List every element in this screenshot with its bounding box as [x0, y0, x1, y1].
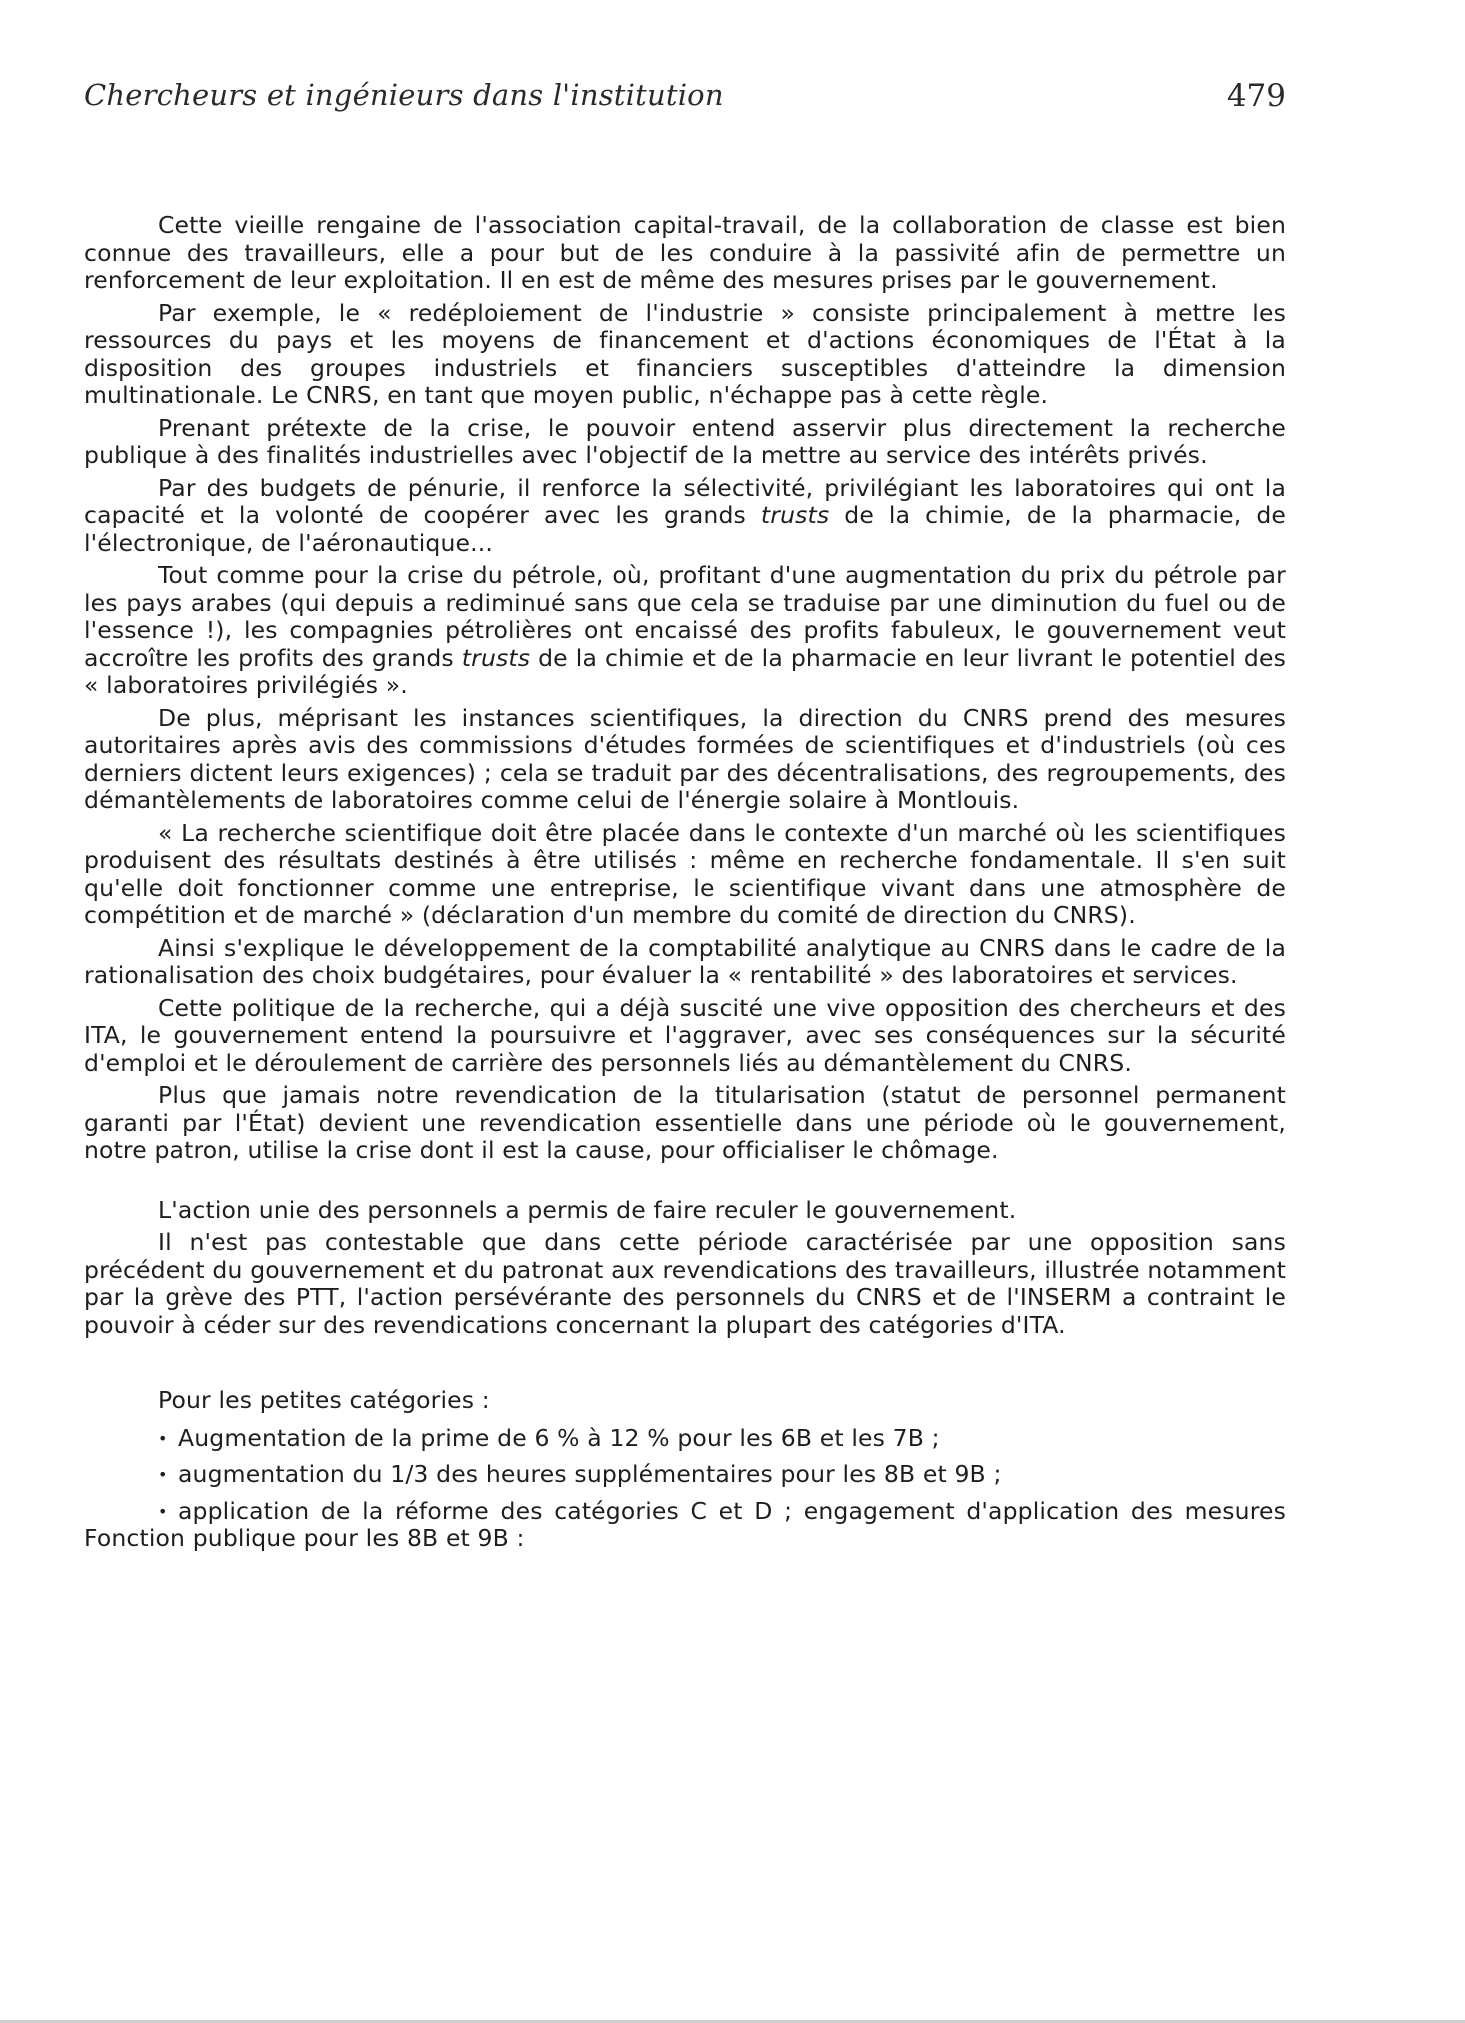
bullet-icon: • [158, 1428, 168, 1448]
paragraph: Ainsi s'explique le développement de la comptabilité analytique au CNRS dans le cadre de la rationalisation des choix budgétaires, pour évaluer la « rentabilité » des laboratoires et services. [84, 933, 1286, 989]
body-text [84, 212, 1286, 1562]
emphasized-word: trusts [461, 643, 531, 672]
paragraph: « La recherche scientifique doit être placée dans le contexte d'un marché où les scientifiques produisent des résultats destinés à être utilisés : même en recherche fondamentale. Il s'en suit qu'elle doit fonctionner comme une entreprise, le scientifique vivant dans une atmosphère de compétition et de marché » (déclaration d'un membre du comité de direction du CNRS). [84, 818, 1286, 929]
paragraph: Prenant prétexte de la crise, le pouvoir entend asservir plus directement la recherche publique à des finalités industrielles avec l'objectif de la mettre au service des intérêts privés. [84, 413, 1286, 469]
paragraph: Par des budgets de pénurie, il renforce la sélectivité, privilégiant les laboratoires qui ont la capacité et la volonté de coopérer avec les grands trusts de la chimie, de la pharmacie, de l'électronique, de l'aéronautique... [84, 473, 1287, 557]
running-title: Chercheurs et ingénieurs dans l'institution [84, 78, 724, 112]
list-item [84, 1425, 1286, 1453]
paragraph: Il n'est pas contestable que dans cette période caractérisée par une opposition sans précédent du gouvernement et du patronat aux revendications des travailleurs, illustrée notamment par la grève des PTT, l'action persévérante des personnels du CNRS et de l'INSERM a contraint le pouvoir à céder sur des revendications concernant la plupart des catégories d'ITA. [84, 1228, 1286, 1339]
paragraph: Tout comme pour la crise du pétrole, où, profitant d'une augmentation du prix du pétrole par les pays arabes (qui depuis a rediminué sans que cela se traduise par une diminution du fuel ou de l'essence !), les compagnies pétrolières ont encaissé des profits fabuleux, le gouvernement veut accroître les profits des grands trusts de la chimie et de la pharmacie en leur livrant le potentiel des « laboratoires privilégiés ». [84, 561, 1286, 699]
bullet-icon: • [158, 1501, 168, 1521]
paragraph: Par exemple, le « redéploiement de l'industrie » consiste principalement à mettre les ressources du pays et les moyens de financement et d'actions économiques de l'État à la disposition des groupes industriels et financiers susceptibles d'atteindre la dimension multinationale. Le CNRS, en tant que moyen public, n'échappe pas à cette règle. [84, 298, 1286, 409]
list-item [84, 1461, 1286, 1489]
paragraph: De plus, méprisant les instances scientifiques, la direction du CNRS prend des mesures autoritaires après avis des commissions d'études formées de scientifiques et d'industriels (où ces derniers dictent leurs exigences) ; cela se traduit par des décentralisations, des regroupements, des démantèlements de laboratoires comme celui de l'énergie solaire à Montlouis. [84, 703, 1286, 814]
list-item-text: application de la réforme des catégories C et D ; engagement d'application des mesures Fonction publique pour les 8B et 9B : [84, 1496, 1286, 1552]
running-head [84, 78, 1286, 128]
list-intro: Pour les petites catégories : [158, 1386, 490, 1414]
page-number: 479 [1226, 78, 1286, 114]
paragraph: Cette vieille rengaine de l'association capital-travail, de la collaboration de classe est bien connue des travailleurs, elle a pour but de les conduire à la passivité afin de permettre un renforcement de leur exploitation. Il en est de même des mesures prises par le gouvernement. [84, 211, 1286, 294]
measures-list [84, 1425, 1286, 1553]
bullet-icon: • [158, 1465, 168, 1484]
paragraph: L'action unie des personnels a permis de faire reculer le gouvernement. [158, 1195, 1017, 1224]
paragraph: Plus que jamais notre revendication de la titularisation (statut de personnel permanent garanti par l'État) devient une revendication essentielle dans une période où le gouvernement, notre patron, utilise la crise dont il est la cause, pour officialiser le chômage. [84, 1081, 1286, 1164]
list-item-text: augmentation du 1/3 des heures supplémentaires pour les 8B et 9B ; [178, 1460, 1002, 1488]
list-item [84, 1498, 1286, 1553]
paragraph: Cette politique de la recherche, qui a déjà suscité une vive opposition des chercheurs et des ITA, le gouvernement entend la poursuivre et l'aggraver, avec ses conséquences sur la sécurité d'emploi et le déroulement de carrière des personnels liés au démantèlement du CNRS. [84, 993, 1286, 1077]
list-item-text: Augmentation de la prime de 6 % à 12 % pour les 6B et les 7B ; [178, 1423, 940, 1452]
emphasized-word: trusts [760, 501, 830, 529]
